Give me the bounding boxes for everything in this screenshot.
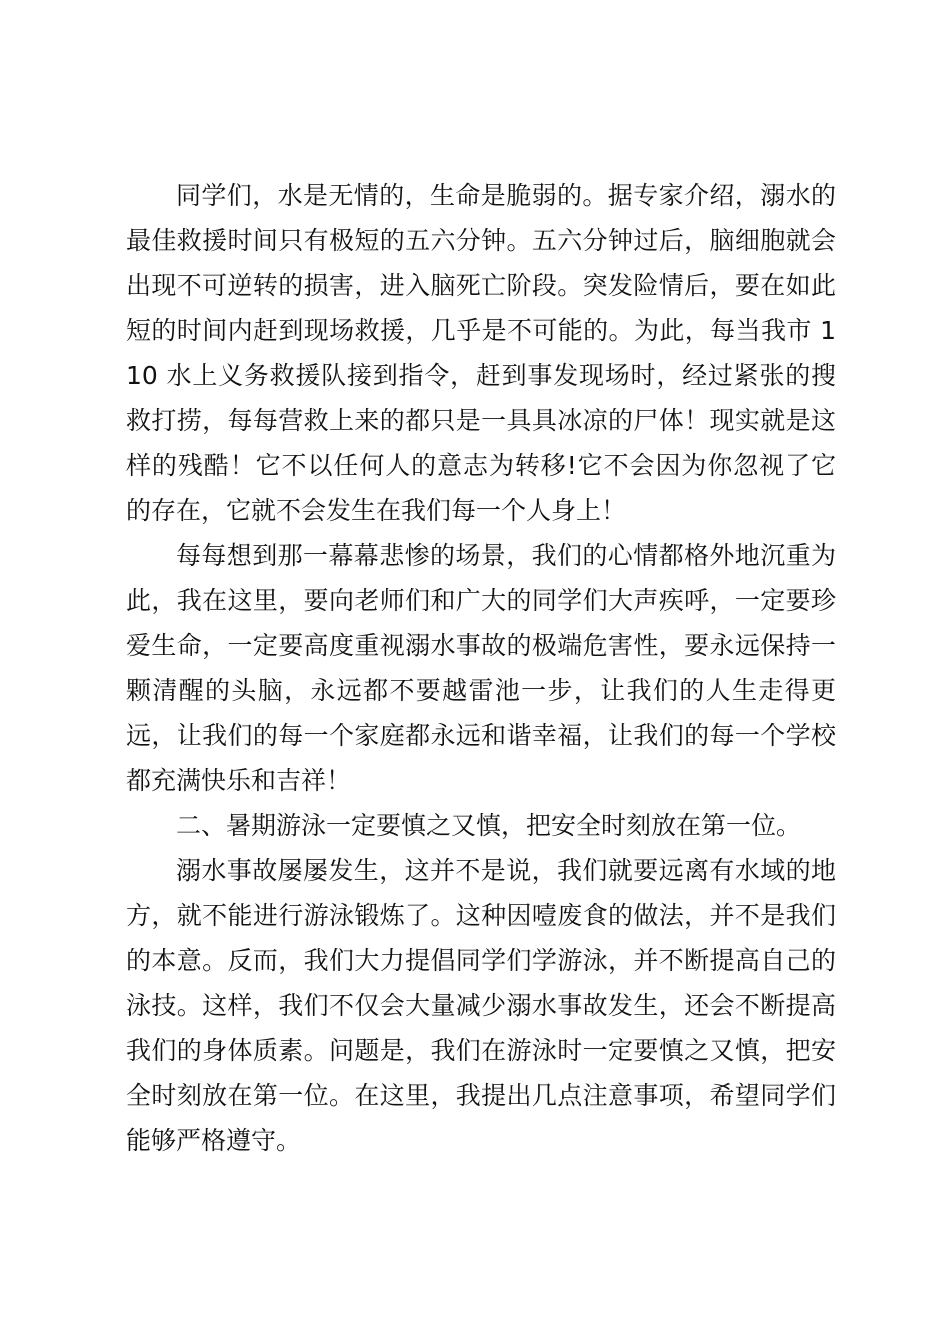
- paragraph-swimming-advice: 溺水事故屡屡发生，这并不是说，我们就要远离有水域的地方，就不能进行游泳锻炼了。这种因噎废食的做法，并不是我们的本意。反而，我们大力提倡同学们学游泳，并不断提高自己的泳技。这样，我们不仅会大量减少溺水事故发生，还会不断提高我们的身体质素。问题是，我们在游泳时一定要慎之又慎，把安全时刻放在第一位。在这里，我提出几点注意事项，希望同学们能够严格遵守。: [126, 856, 836, 1155]
- section-heading-swimming-safety: 二、暑期游泳一定要慎之又慎，把安全时刻放在第一位。: [176, 811, 802, 840]
- paragraph-drowning-danger: 同学们，水是无情的，生命是脆弱的。据专家介绍，溺水的最佳救援时间只有极短的五六分钟。五六分钟过后，脑细胞就会出现不可逆转的损害，进入脑死亡阶段。突发险情后，要在如此短的时间内赶到现场救援，几乎是不可能的。为此，每当我市 110 水上义务救援队接到指令，赶到事发现场时，经过紧张的搜救打捞，每每营救上来的都只是一具具冰凉的尸体！现实就是这样的残酷！它不以任何人的意志为转移!它不会因为你忽视了它的存在，它就不会发生在我们每一个人身上！: [126, 181, 836, 525]
- body-text: [126, 173, 836, 1163]
- paragraph-appeal: 每每想到那一幕幕悲惨的场景，我们的心情都格外地沉重为此，我在这里，要向老师们和广大的同学们大声疾呼，一定要珍爱生命，一定要高度重视溺水事故的极端危害性，要永远保持一颗清醒的头脑，永远都不要越雷池一步，让我们的人生走得更远，让我们的每一个家庭都永远和谐幸福，让我们的每一个学校都充满快乐和吉祥！: [126, 541, 836, 795]
